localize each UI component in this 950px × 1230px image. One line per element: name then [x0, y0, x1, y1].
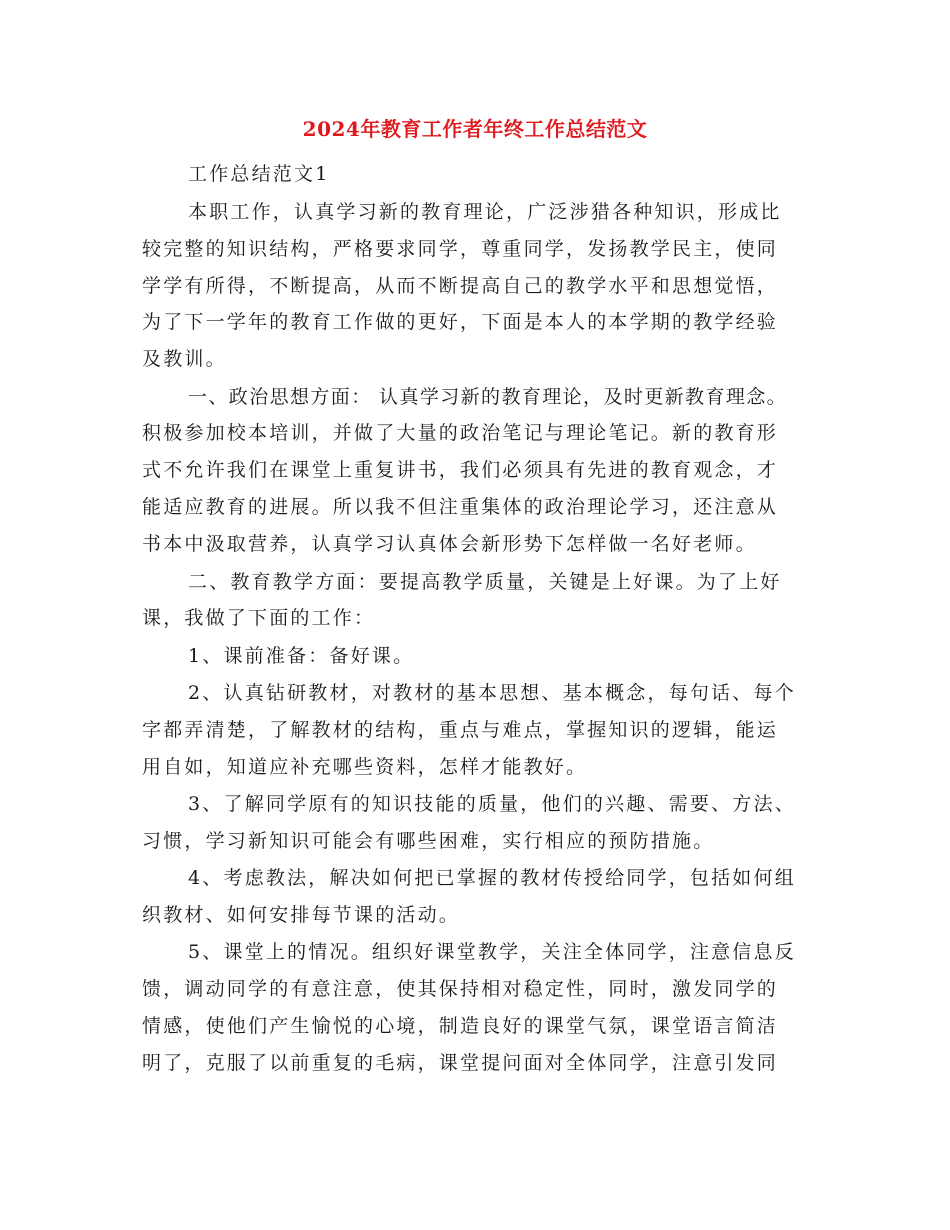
paragraph-line: 较完整的知识结构，严格要求同学，尊重同学，发扬教学民主，使同 [142, 238, 779, 260]
paragraph-line: 1、课前准备：备好课。 [188, 645, 415, 667]
paragraph-line: 式不允许我们在课堂上重复讲书，我们必须具有先进的教育观念，才 [142, 459, 779, 481]
paragraph-line: 二、教育教学方面：要提高教学质量，关键是上好课。为了上好 [188, 571, 782, 593]
document-title: 2024年教育工作者年终工作总结范文 [302, 117, 648, 141]
paragraph-line: 馈，调动同学的有意注意，使其保持相对稳定性，同时，激发同学的 [142, 978, 779, 1000]
paragraph-line: 一、政治思想方面： 认真学习新的教育理论，及时更新教育理念。 [188, 386, 788, 408]
paragraph-line: 2、认真钻研教材，对教材的基本思想、基本概念，每句话、每个 [188, 682, 796, 704]
paragraph-line: 及教训。 [142, 348, 227, 370]
paragraph-line: 本职工作，认真学习新的教育理论，广泛涉猎各种知识，形成比 [188, 201, 782, 223]
paragraph-line: 习惯，学习新知识可能会有哪些困难，实行相应的预防措施。 [142, 830, 715, 852]
paragraph-line: 4、考虑教法，解决如何把已掌握的教材传授给同学，包括如何组 [188, 867, 796, 889]
paragraph-line: 为了下一学年的教育工作做的更好，下面是本人的本学期的教学经验 [142, 311, 779, 333]
paragraph-line: 5、课堂上的情况。组织好课堂教学，关注全体同学，注意信息反 [188, 941, 796, 963]
paragraph-line: 积极参加校本培训，并做了大量的政治笔记与理论笔记。新的教育形 [142, 422, 779, 444]
paragraph-line: 用自如，知道应补充哪些资料，怎样才能教好。 [142, 756, 588, 778]
paragraph-line: 能适应教育的进展。所以我不但注重集体的政治理论学习，还注意从 [142, 496, 779, 518]
paragraph-line: 明了，克服了以前重复的毛病，课堂提问面对全体同学，注意引发同 [142, 1052, 779, 1074]
paragraph-line: 字都弄清楚，了解教材的结构，重点与难点，掌握知识的逻辑，能运 [142, 719, 779, 741]
paragraph-line: 3、了解同学原有的知识技能的质量，他们的兴趣、需要、方法、 [188, 793, 796, 815]
paragraph-line: 课，我做了下面的工作： [142, 607, 376, 629]
section-heading: 工作总结范文1 [188, 163, 330, 185]
paragraph-line: 情感，使他们产生愉悦的心境，制造良好的课堂气氛，课堂语言简洁 [142, 1015, 779, 1037]
paragraph-line: 学学有所得，不断提高，从而不断提高自己的教学水平和思想觉悟， [142, 275, 779, 297]
paragraph-line: 书本中汲取营养，认真学习认真体会新形势下怎样做一名好老师。 [142, 533, 757, 555]
paragraph-line: 织教材、如何安排每节课的活动。 [142, 904, 461, 926]
